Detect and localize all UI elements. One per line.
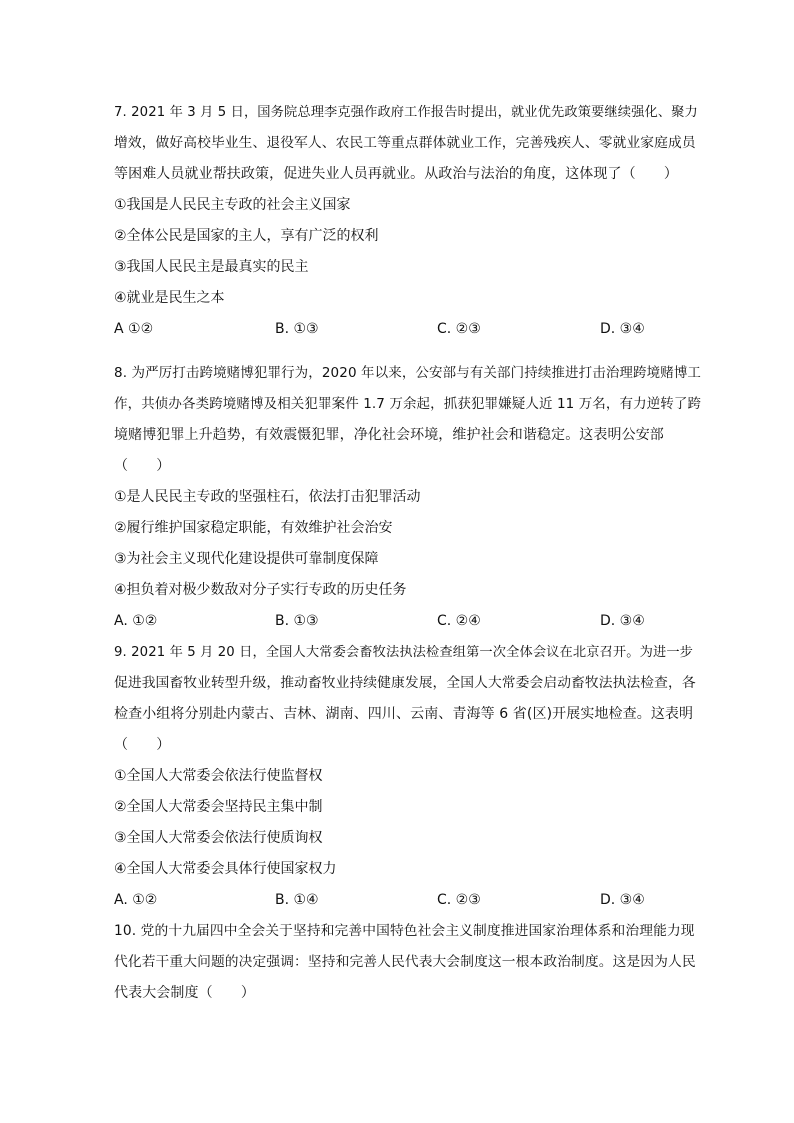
statement-4: ④担负着对极少数敌对分子实行专政的历史任务 bbox=[114, 582, 407, 598]
statement-2: ②全体公民是国家的主人，享有广泛的权利 bbox=[114, 228, 379, 244]
stem-line: （ ） bbox=[114, 458, 171, 474]
stem-line: 7. 2021 年 3 月 5 日，国务院总理李克强作政府工作报告时提出，就业优先政策要继续强化、聚力 bbox=[114, 105, 698, 120]
option-a[interactable]: A. ①② bbox=[114, 892, 158, 908]
question-8 bbox=[114, 358, 702, 637]
option-a[interactable]: A ①② bbox=[114, 321, 154, 337]
option-b[interactable]: B. ①④ bbox=[275, 892, 319, 908]
statement-list bbox=[114, 190, 702, 314]
question-stem bbox=[114, 97, 702, 190]
option-b[interactable]: B. ①③ bbox=[275, 613, 319, 629]
statement-1: ①全国人大常委会依法行使监督权 bbox=[114, 768, 323, 784]
statement-1: ①是人民民主专政的坚强柱石，依法打击犯罪活动 bbox=[114, 489, 421, 505]
option-a[interactable]: A. ①② bbox=[114, 613, 158, 629]
answer-options bbox=[114, 606, 702, 637]
stem-line: 作，共侦办各类跨境赌博及相关犯罪案件 1.7 万余起，抓获犯罪嫌疑人近 11 万名，有力逆转了跨 bbox=[114, 396, 702, 412]
statement-4: ④就业是民生之本 bbox=[114, 290, 225, 306]
question-stem bbox=[114, 916, 702, 1009]
stem-line: 检查小组将分别赴内蒙古、吉林、湖南、四川、云南、青海等 6 省(区)开展实地检查。这表明 bbox=[114, 706, 694, 722]
stem-line: 促进我国畜牧业转型升级，推动畜牧业持续健康发展，全国人大常委会启动畜牧法执法检查，各 bbox=[114, 675, 696, 691]
stem-line: 9. 2021 年 5 月 20 日，全国人大常委会畜牧法执法检查组第一次全体会议在北京召开。为进一步 bbox=[114, 645, 694, 660]
statement-1: ①我国是人民民主专政的社会主义国家 bbox=[114, 197, 351, 213]
stem-line: （ ） bbox=[114, 737, 171, 753]
question-7 bbox=[114, 97, 702, 345]
stem-line: 境赌博犯罪上升趋势，有效震慑犯罪，净化社会环境，维护社会和谐稳定。这表明公安部 bbox=[114, 427, 664, 443]
statement-list bbox=[114, 482, 702, 606]
statement-2: ②履行维护国家稳定职能，有效维护社会治安 bbox=[114, 520, 393, 536]
stem-line: 代化若干重大问题的决定强调：坚持和完善人民代表大会制度这一根本政治制度。这是因为人民 bbox=[114, 954, 696, 970]
statement-3: ③为社会主义现代化建设提供可靠制度保障 bbox=[114, 551, 379, 567]
option-d[interactable]: D. ③④ bbox=[600, 613, 645, 629]
statement-list bbox=[114, 761, 702, 885]
statement-3: ③我国人民民主是最真实的民主 bbox=[114, 259, 309, 275]
stem-line: 代表大会制度（ ） bbox=[114, 985, 255, 1001]
answer-options bbox=[114, 314, 702, 345]
stem-line: 8. 为严厉打击跨境赌博犯罪行为，2020 年以来，公安部与有关部门持续推进打击治理跨境赌博工 bbox=[114, 365, 702, 381]
statement-4: ④全国人大常委会具体行使国家权力 bbox=[114, 861, 337, 877]
option-c[interactable]: C. ②④ bbox=[437, 613, 481, 629]
question-stem bbox=[114, 358, 702, 482]
option-c[interactable]: C. ②③ bbox=[437, 892, 481, 908]
question-9 bbox=[114, 637, 702, 916]
option-c[interactable]: C. ②③ bbox=[437, 321, 481, 337]
statement-2: ②全国人大常委会坚持民主集中制 bbox=[114, 799, 323, 815]
stem-line: 等困难人员就业帮扶政策，促进失业人员再就业。从政治与法治的角度，这体现了（ ） bbox=[114, 166, 678, 182]
option-b[interactable]: B. ①③ bbox=[275, 321, 319, 337]
option-d[interactable]: D. ③④ bbox=[600, 321, 645, 337]
question-stem bbox=[114, 637, 702, 761]
answer-options bbox=[114, 885, 702, 916]
stem-line: 10. 党的十九届四中全会关于坚持和完善中国特色社会主义制度推进国家治理体系和治理能力现 bbox=[114, 923, 695, 939]
statement-3: ③全国人大常委会依法行使质询权 bbox=[114, 830, 323, 846]
option-d[interactable]: D. ③④ bbox=[600, 892, 645, 908]
question-10 bbox=[114, 916, 702, 1009]
stem-line: 增效，做好高校毕业生、退役军人、农民工等重点群体就业工作，完善残疾人、零就业家庭成员 bbox=[114, 135, 696, 151]
